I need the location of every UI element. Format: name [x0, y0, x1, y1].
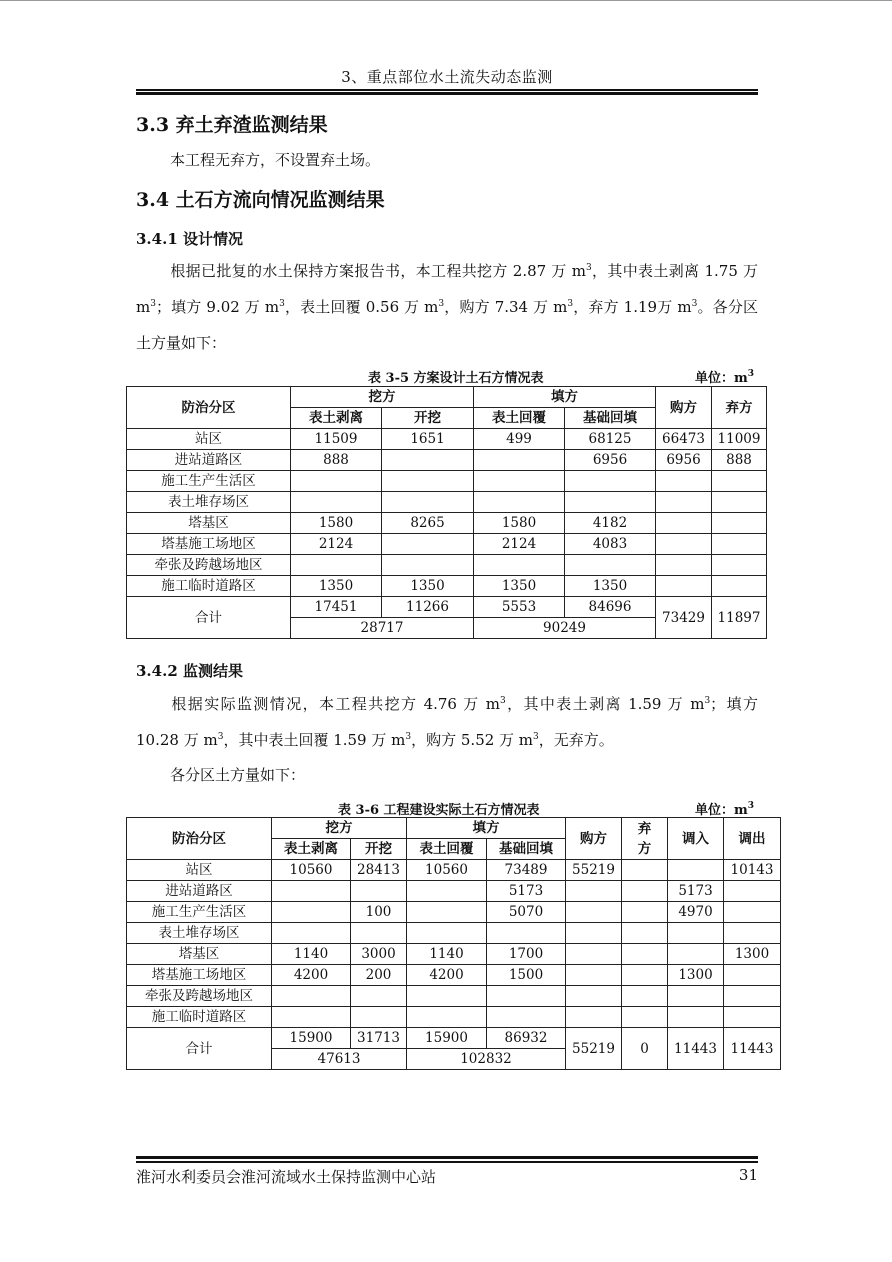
header-buy: 购方 [656, 387, 712, 429]
total-fill-sum: 102832 [407, 1049, 566, 1070]
table-3-6-body [127, 860, 781, 1028]
table-cell: 66473 [656, 429, 712, 450]
header-dig: 挖方 [272, 818, 407, 839]
table-cell: 10143 [724, 860, 781, 881]
table-cell: 68125 [565, 429, 656, 450]
table-cell: 100 [351, 902, 407, 923]
header-fill: 填方 [474, 387, 656, 408]
header-zone: 防治分区 [127, 818, 272, 860]
running-header: 3、重点部位水土流失动态监测 [341, 68, 553, 86]
table-cell [272, 923, 351, 944]
table-cell: 3000 [351, 944, 407, 965]
zone-name-cell: 施工临时道路区 [127, 576, 291, 597]
table-cell [351, 1007, 407, 1028]
header-base-fill: 基础回填 [487, 839, 566, 860]
table-cell [407, 902, 487, 923]
table-row [127, 513, 767, 534]
header-waste: 弃方 [622, 818, 668, 860]
table-cell: 1350 [382, 576, 474, 597]
footer-organization: 淮河水利委员会淮河流域水土保持监测中心站 [136, 1168, 437, 1186]
table-cell: 1500 [487, 965, 566, 986]
table-cell: 5173 [668, 881, 724, 902]
zone-name-cell: 塔基区 [127, 944, 272, 965]
header-rule-thin [136, 89, 758, 91]
table-cell [566, 923, 622, 944]
heading-3-3: 3.3 弃土弃渣监测结果 [136, 114, 328, 136]
table-cell [382, 534, 474, 555]
table-cell: 11009 [712, 429, 767, 450]
table-cell [622, 944, 668, 965]
total-strip: 15900 [272, 1028, 351, 1049]
table-cell: 6956 [565, 450, 656, 471]
page-top-border [0, 0, 892, 1]
total-strip: 17451 [291, 597, 382, 618]
table-cell: 4182 [565, 513, 656, 534]
zone-name-cell: 塔基施工场地区 [127, 534, 291, 555]
table-row [127, 1007, 781, 1028]
table-cell [622, 986, 668, 1007]
table-row [127, 450, 767, 471]
table-cell [656, 471, 712, 492]
zone-name-cell: 牵张及跨越场地区 [127, 555, 291, 576]
paragraph-monitoring-summary: 根据实际监测情况，本工程共挖方 4.76 万 $m^3$，其中表土剥离 1.59 万 $m^3$；填方 10.28 万 $m^3$，其中表土回覆 1.59 万 $m^3$，购方 5.52 万 $m^3$，无弃方。 [136, 695, 758, 749]
zone-name-cell: 塔基施工场地区 [127, 965, 272, 986]
table-cell [565, 471, 656, 492]
header-topsoil-strip: 表土剥离 [291, 408, 382, 429]
table-cell: 1300 [668, 965, 724, 986]
table-cell [724, 1007, 781, 1028]
table-cell [272, 986, 351, 1007]
header-fill: 填方 [407, 818, 566, 839]
table-row [127, 881, 781, 902]
table-row [127, 555, 767, 576]
table-cell [382, 450, 474, 471]
table-cell [724, 923, 781, 944]
table-cell [566, 944, 622, 965]
table-cell [272, 902, 351, 923]
heading-3-4: 3.4 土石方流向情况监测结果 [136, 189, 385, 211]
table-cell [474, 555, 565, 576]
table-cell [622, 965, 668, 986]
table-cell [566, 902, 622, 923]
zone-name-cell: 施工生产生活区 [127, 902, 272, 923]
table-cell [351, 881, 407, 902]
table-cell [724, 881, 781, 902]
table-cell [487, 986, 566, 1007]
table-cell [382, 492, 474, 513]
table-cell [712, 513, 767, 534]
footer-rule-thin [136, 1161, 758, 1163]
table-cell: 1580 [474, 513, 565, 534]
zone-name-cell: 施工生产生活区 [127, 471, 291, 492]
header-topsoil-cover: 表土回覆 [474, 408, 565, 429]
zone-name-cell: 站区 [127, 860, 272, 881]
paragraph-design-summary: 根据已批复的水土保持方案报告书，本工程共挖方 2.87 万 $m^3$，其中表土剥离 1.75 万 $m^3$；填方 9.02 万 $m^3$，表土回覆 0.56 万 $m^3$，购方 7.34 万 $m^3$，弃方 1.19万 $m^3$。各分区土方量如下： [136, 262, 758, 352]
header-topsoil-cover: 表土回覆 [407, 839, 487, 860]
table-cell [351, 923, 407, 944]
table-cell: 2124 [474, 534, 565, 555]
header-in: 调入 [668, 818, 724, 860]
table-cell: 888 [712, 450, 767, 471]
table-cell [668, 1007, 724, 1028]
table-cell: 1140 [272, 944, 351, 965]
table-cell [712, 471, 767, 492]
table-cell: 4083 [565, 534, 656, 555]
table-cell [291, 471, 382, 492]
table-cell: 200 [351, 965, 407, 986]
table-cell: 499 [474, 429, 565, 450]
table-cell: 1350 [291, 576, 382, 597]
table-cell [656, 534, 712, 555]
zone-name-cell: 进站道路区 [127, 881, 272, 902]
table-cell [622, 1007, 668, 1028]
table-row [127, 534, 767, 555]
table-cell [566, 986, 622, 1007]
total-excavate: 11266 [382, 597, 474, 618]
table-cell [566, 1007, 622, 1028]
table-cell [668, 860, 724, 881]
total-cover: 15900 [407, 1028, 487, 1049]
total-base: 84696 [565, 597, 656, 618]
table-row [127, 860, 781, 881]
table-cell [712, 534, 767, 555]
total-buy: 55219 [566, 1028, 622, 1070]
table-row [127, 492, 767, 513]
header-topsoil-strip: 表土剥离 [272, 839, 351, 860]
table-cell [291, 492, 382, 513]
table-cell [724, 986, 781, 1007]
table-cell: 5173 [487, 881, 566, 902]
table-cell [668, 944, 724, 965]
table-3-6-caption: 表 3-6 工程建设实际土石方情况表 [338, 803, 540, 818]
table-cell [291, 555, 382, 576]
table-cell: 4200 [407, 965, 487, 986]
paragraph-no-waste: 本工程无弃方，不设置弃土场。 [170, 151, 381, 169]
total-label: 合计 [127, 1028, 272, 1070]
header-waste: 弃方 [712, 387, 767, 429]
heading-3-4-1: 3.4.1 设计情况 [136, 230, 243, 248]
table-cell: 888 [291, 450, 382, 471]
table-cell: 1300 [724, 944, 781, 965]
table-cell [272, 1007, 351, 1028]
table-cell [487, 1007, 566, 1028]
table-cell: 10560 [272, 860, 351, 881]
table-cell [565, 492, 656, 513]
table-row [127, 986, 781, 1007]
table-cell [407, 923, 487, 944]
table-cell: 1651 [382, 429, 474, 450]
zone-name-cell: 表土堆存场区 [127, 923, 272, 944]
table-cell: 8265 [382, 513, 474, 534]
zone-name-cell: 表土堆存场区 [127, 492, 291, 513]
table-cell [272, 881, 351, 902]
table-cell [656, 555, 712, 576]
table-cell [566, 965, 622, 986]
table-cell [474, 471, 565, 492]
table-row [127, 429, 767, 450]
table-cell [382, 471, 474, 492]
table-cell [487, 923, 566, 944]
table-cell [622, 860, 668, 881]
table-cell: 11509 [291, 429, 382, 450]
total-dig-sum: 47613 [272, 1049, 407, 1070]
header-zone: 防治分区 [127, 387, 291, 429]
table-cell: 4200 [272, 965, 351, 986]
table-cell [668, 986, 724, 1007]
table-cell [656, 576, 712, 597]
header-out: 调出 [724, 818, 781, 860]
table-cell: 4970 [668, 902, 724, 923]
zone-name-cell: 塔基区 [127, 513, 291, 534]
total-excavate: 31713 [351, 1028, 407, 1049]
total-base: 86932 [487, 1028, 566, 1049]
total-buy: 73429 [656, 597, 712, 639]
table-cell [622, 923, 668, 944]
total-in: 11443 [668, 1028, 724, 1070]
table-3-5-caption: 表 3-5 方案设计土石方情况表 [368, 371, 544, 386]
table-cell: 2124 [291, 534, 382, 555]
page-number: 31 [738, 1166, 758, 1184]
total-label: 合计 [127, 597, 291, 639]
table-row [127, 902, 781, 923]
table-cell: 28413 [351, 860, 407, 881]
table-row [127, 965, 781, 986]
table-3-5-unit: 单位：$m^3$ [695, 369, 755, 386]
table-cell: 1580 [291, 513, 382, 534]
table-cell: 1140 [407, 944, 487, 965]
table-cell [407, 881, 487, 902]
table-cell [474, 492, 565, 513]
table-3-5-body [127, 429, 767, 597]
table-cell [712, 555, 767, 576]
total-dig-sum: 28717 [291, 618, 474, 639]
table-cell [407, 1007, 487, 1028]
header-rule-thick [136, 92, 758, 95]
table-cell: 5070 [487, 902, 566, 923]
zone-name-cell: 施工临时道路区 [127, 1007, 272, 1028]
table-cell: 1700 [487, 944, 566, 965]
table-cell [712, 576, 767, 597]
table-cell [724, 902, 781, 923]
table-cell: 1350 [474, 576, 565, 597]
footer-rule-thick [136, 1156, 758, 1159]
table-cell [622, 881, 668, 902]
table-row [127, 923, 781, 944]
zone-name-cell: 站区 [127, 429, 291, 450]
table-cell: 1350 [565, 576, 656, 597]
total-waste: 11897 [712, 597, 767, 639]
table-cell [656, 513, 712, 534]
header-buy: 购方 [566, 818, 622, 860]
header-base-fill: 基础回填 [565, 408, 656, 429]
table-cell [407, 986, 487, 1007]
table-3-6-unit: 单位：$m^3$ [695, 801, 755, 818]
total-waste: 0 [622, 1028, 668, 1070]
table-3-5 [126, 386, 767, 639]
header-excavate: 开挖 [351, 839, 407, 860]
table-cell: 10560 [407, 860, 487, 881]
table-cell [474, 450, 565, 471]
table-cell: 73489 [487, 860, 566, 881]
zone-name-cell: 进站道路区 [127, 450, 291, 471]
table-cell [668, 923, 724, 944]
heading-3-4-2: 3.4.2 监测结果 [136, 662, 243, 680]
total-fill-sum: 90249 [474, 618, 656, 639]
table-cell [656, 492, 712, 513]
table-cell [351, 986, 407, 1007]
zone-name-cell: 牵张及跨越场地区 [127, 986, 272, 1007]
paragraph-zones-intro: 各分区土方量如下： [170, 766, 306, 784]
table-cell [622, 902, 668, 923]
header-excavate: 开挖 [382, 408, 474, 429]
table-cell [565, 555, 656, 576]
table-row [127, 471, 767, 492]
header-dig: 挖方 [291, 387, 474, 408]
table-cell [566, 881, 622, 902]
table-3-6 [126, 817, 781, 1070]
table-cell [724, 965, 781, 986]
total-cover: 5553 [474, 597, 565, 618]
table-cell [712, 492, 767, 513]
table-row [127, 944, 781, 965]
total-out: 11443 [724, 1028, 781, 1070]
table-cell [382, 555, 474, 576]
table-row [127, 576, 767, 597]
table-cell: 6956 [656, 450, 712, 471]
table-cell: 55219 [566, 860, 622, 881]
